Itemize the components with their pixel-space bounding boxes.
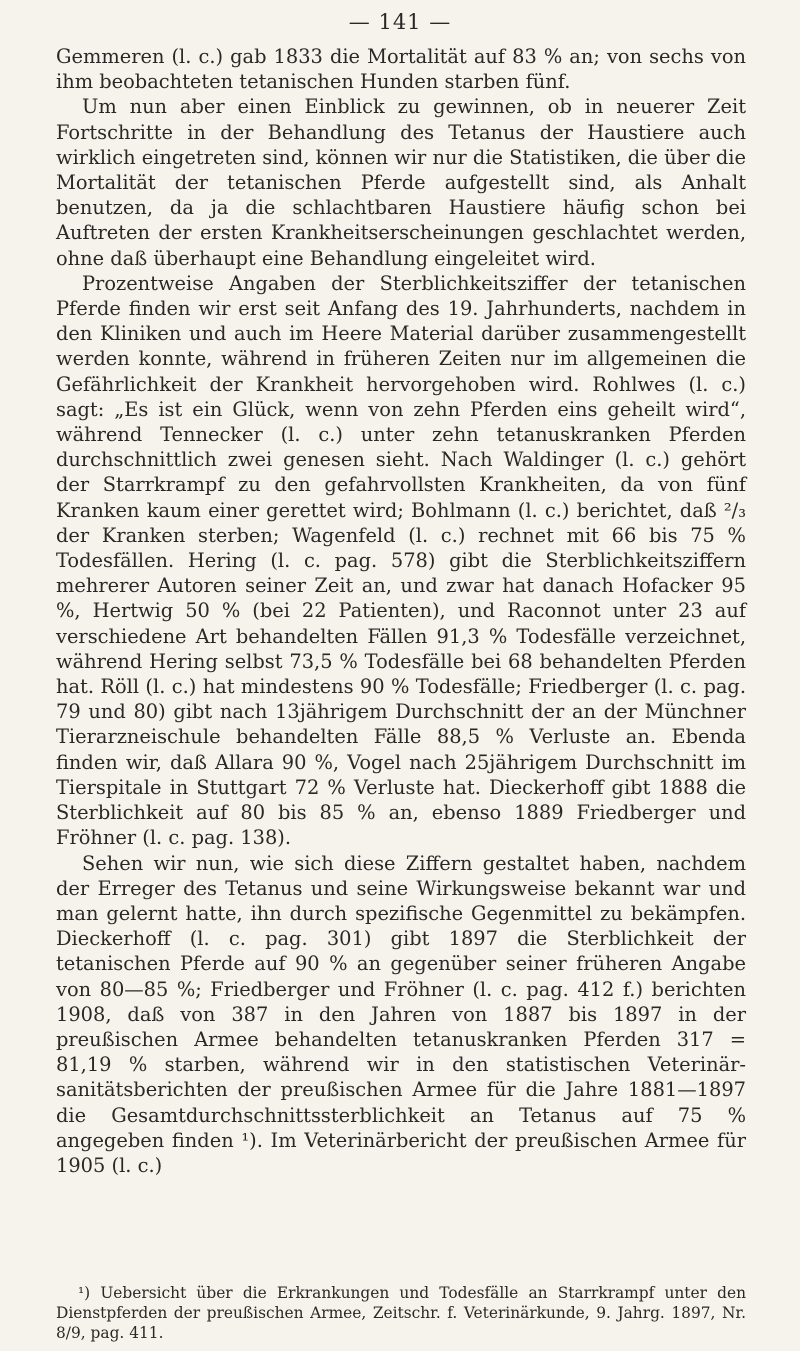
paragraph-1: Gemmeren (l. c.) gab 1833 die Mortalität auf 83 % an; von sechs von ihm beobachteten tetanischen Hunden starben fünf.: [56, 45, 746, 94]
body-text: [56, 44, 746, 1178]
paragraph-4: Sehen wir nun, wie sich diese Ziffern gestaltet haben, nachdem der Erreger des Tetanus und seine Wirkungsweise bekannt war und man gelernt hatte, ihn durch spezifische Gegenmittel zu bekämpfen. Dieckerhoff (l. c. pag. 301) gibt 1897 die Sterblichkeit der tetanischen Pferde auf 90 % an gegenüber seiner früheren Angabe von 80—85 %; Friedberger und Fröhner (l. c. pag. 412 f.) berichten 1908, daß von 387 in den Jahren von 1887 bis 1897 in der preußischen Armee behandelten tetanuskranken Pferden 317 = 81,19 % starben, während wir in den statistischen Veterinär-sanitätsberichten der preußischen Armee für die Jahre 1881—1897 die Gesamtdurchschnittssterblichkeit an Tetanus auf 75 % angegeben finden ¹). Im Veterinärbericht der preußischen Armee für 1905 (l. c.): [56, 851, 746, 1177]
footnote-text: ¹) Uebersicht über die Erkrankungen und Todesfälle an Starrkrampf unter den Dienstpferden der preußischen Armee, Zeitschr. f. Veterinärkunde, 9. Jahrg. 1897, Nr. 8/9, pag. 411.: [56, 1284, 746, 1342]
page-number: — 141 —: [348, 10, 452, 34]
paragraph-2: Um nun aber einen Einblick zu gewinnen, ob in neuerer Zeit Fortschritte in der Behandlung des Tetanus der Haustiere auch wirklich eingetreten sind, können wir nur die Statistiken, die über die Mortalität der tetanischen Pferde aufgestellt sind, als Anhalt benutzen, da ja die schlachtbaren Haustiere häufig schon bei Auftreten der ersten Krankheitserscheinungen geschlachtet werden, ohne daß überhaupt eine Behandlung eingeleitet wird.: [56, 95, 746, 270]
paragraph-3: Prozentweise Angaben der Sterblichkeitsziffer der tetanischen Pferde finden wir erst seit Anfang des 19. Jahrhunderts, nachdem in den Kliniken und auch im Heere Material darüber zusammengestellt werden konnte, während in früheren Zeiten nur im allgemeinen die Gefährlichkeit der Krankheit hervorgehoben wird. Rohlwes (l. c.) sagt: „Es ist ein Glück, wenn von zehn Pferden eins geheilt wird“, während Tennecker (l. c.) unter zehn tetanuskranken Pferden durchschnittlich zwei genesen sieht. Nach Waldinger (l. c.) gehört der Starrkrampf zu den gefahrvollsten Krankheiten, da von fünf Kranken kaum einer gerettet wird; Bohlmann (l. c.) berichtet, daß ²/₃ der Kranken sterben; Wagenfeld (l. c.) rechnet mit 66 bis 75 % Todesfällen. Hering (l. c. pag. 578) gibt die Sterblichkeitsziffern mehrerer Autoren seiner Zeit an, und zwar hat danach Hofacker 95 %, Hertwig 50 % (bei 22 Patienten), und Raconnot unter 23 auf verschiedene Art behandelten Fällen 91,3 % Todesfälle verzeichnet, während Hering selbst 73,5 % Todesfälle bei 68 behandelten Pferden hat. Röll (l. c.) hat mindestens 90 % Todesfälle; Friedberger (l. c. pag. 79 und 80) gibt nach 13jährigem Durchschnitt der an der Münchner Tierarzneischule behandelten Fälle 88,5 % Verluste an. Ebenda finden wir, daß Allara 90 %, Vogel nach 25jährigem Durchschnitt im Tierspitale in Stuttgart 72 % Verluste hat. Dieckerhoff gibt 1888 die Sterblichkeit auf 80 bis 85 % an, ebenso 1889 Friedberger und Fröhner (l. c. pag. 138).: [56, 271, 746, 850]
footnote: [56, 1283, 746, 1343]
